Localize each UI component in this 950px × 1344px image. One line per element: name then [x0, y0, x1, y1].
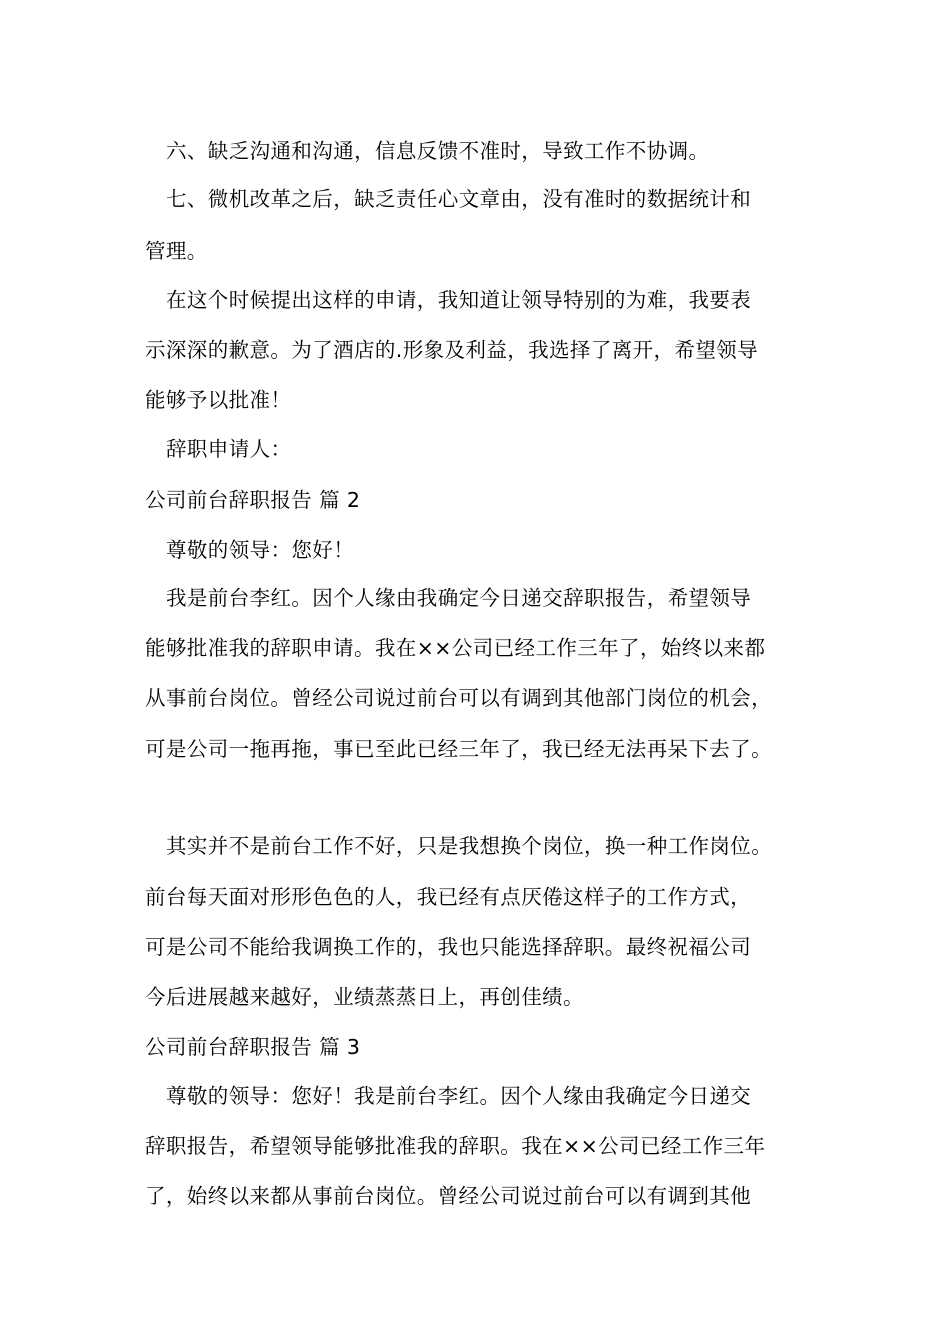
- paragraph-line: 辞职报告，希望领导能够批准我的辞职。我在××公司已经工作三年: [145, 1134, 766, 1158]
- paragraph-line: 从事前台岗位。曾经公司说过前台可以有调到其他部门岗位的机会，: [145, 686, 772, 710]
- paragraph-line: 示深深的歉意。为了酒店的.形象及利益，我选择了离开，希望领导: [145, 338, 759, 362]
- paragraph-line: 可是公司一拖再拖，事已至此已经三年了，我已经无法再呆下去了。: [145, 737, 772, 761]
- paragraph-line: 其实并不是前台工作不好，只是我想换个岗位，换一种工作岗位。: [166, 834, 773, 858]
- paragraph-line: 前台每天面对形形色色的人，我已经有点厌倦这样子的工作方式，: [145, 885, 752, 909]
- salutation: 尊敬的领导：您好！: [166, 538, 355, 562]
- paragraph-line: 能够批准我的辞职申请。我在××公司已经工作三年了，始终以来都: [145, 636, 766, 660]
- paragraph-line: 可是公司不能给我调换工作的，我也只能选择辞职。最终祝福公司: [145, 935, 752, 959]
- paragraph-line: 六、缺乏沟通和沟通，信息反馈不准时，导致工作不协调。: [166, 139, 710, 163]
- paragraph-line: 在这个时候提出这样的申请，我知道让领导特别的为难，我要表: [166, 288, 752, 312]
- paragraph-line: 我是前台李红。因个人缘由我确定今日递交辞职报告，希望领导: [166, 586, 752, 610]
- section-heading: 公司前台辞职报告 篇 2: [145, 488, 361, 512]
- paragraph-line: 尊敬的领导：您好！我是前台李红。因个人缘由我确定今日递交: [166, 1084, 752, 1108]
- paragraph-line: 了，始终以来都从事前台岗位。曾经公司说过前台可以有调到其他: [145, 1184, 752, 1208]
- paragraph-line: 能够予以批准！: [145, 388, 292, 412]
- signature-line: 辞职申请人：: [166, 437, 292, 461]
- paragraph-line: 七、微机改革之后，缺乏责任心文章由，没有准时的数据统计和: [166, 187, 752, 211]
- paragraph-line: 今后进展越来越好，业绩蒸蒸日上，再创佳绩。: [145, 985, 584, 1009]
- paragraph-line: 管理。: [145, 239, 208, 263]
- section-heading: 公司前台辞职报告 篇 3: [145, 1035, 361, 1059]
